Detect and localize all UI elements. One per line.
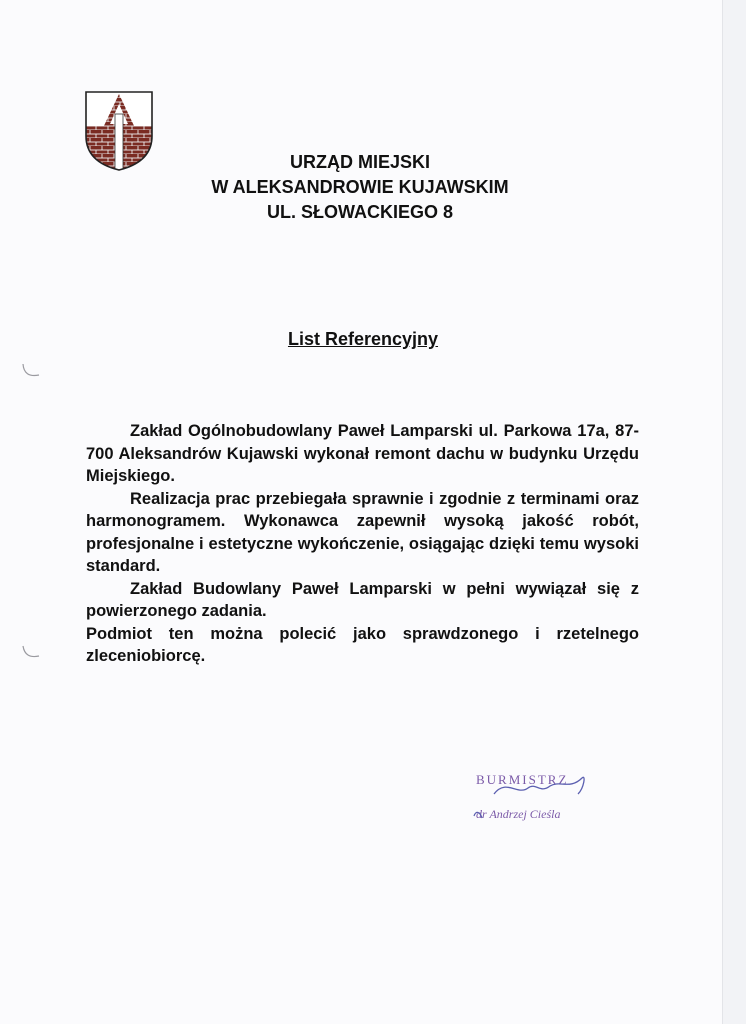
stamp-title: BURMISTRZ [476, 772, 569, 787]
punch-hole-mark-top [20, 360, 42, 382]
paragraph-execution: Realizacja prac przebiegała sprawnie i zgodnie z terminami oraz harmonogramem. Wykonawca zapewnił wysoką jakość robót, profesjonalne i estetyczne wykończenie, osiągając dzięki temu wysoki standard. [86, 489, 639, 575]
letter-body [86, 420, 639, 668]
stamp-name: dr Andrzej Cieśla [476, 807, 561, 821]
handwritten-signature [466, 768, 596, 826]
punch-hole-mark-bottom [20, 640, 42, 662]
letterhead-line-address: UL. SŁOWACKIEGO 8 [266, 202, 453, 222]
paragraph-recommendation: Podmiot ten można polecić jako sprawdzonego i rzetelnego zleceniobiorcę. [86, 624, 639, 665]
paragraph-contractor: Zakład Ogólnobudowlany Paweł Lamparski ul. Parkowa 17a, 87-700 Aleksandrów Kujawski wykonał remont dachu w budynku Urzędu Miejskiego. [86, 422, 639, 485]
paragraph-fulfilment: Zakład Budowlany Paweł Lamparski w pełni wywiązał się z powierzonego zadania. [86, 579, 639, 620]
letterhead-line-city: W ALEKSANDROWIE KUJAWSKIM [211, 177, 509, 197]
page-edge [722, 0, 746, 1024]
letterhead [150, 150, 570, 225]
document-title: List Referencyjny [287, 329, 439, 349]
letterhead-line-institution: URZĄD MIEJSKI [289, 152, 430, 172]
coat-of-arms-icon [84, 90, 154, 172]
